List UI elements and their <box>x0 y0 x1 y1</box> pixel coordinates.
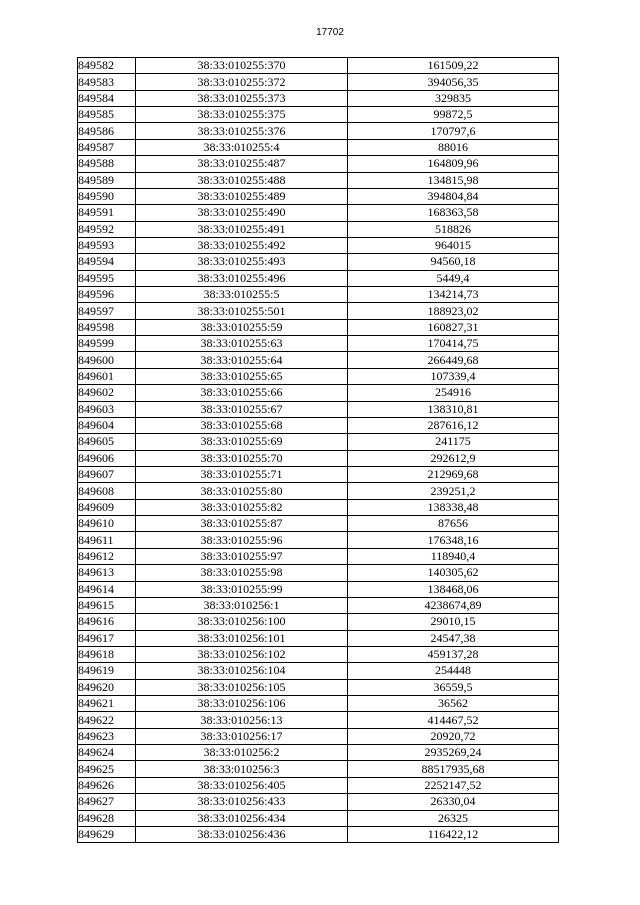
row-number-cell: 849588 <box>78 156 136 172</box>
cadastral-value-cell: 20920,72 <box>348 728 559 744</box>
row-number-cell: 849582 <box>78 58 136 74</box>
cadastral-number-cell: 38:33:010255:501 <box>136 303 348 319</box>
cadastral-number-cell: 38:33:010255:68 <box>136 417 348 433</box>
row-number-cell: 849608 <box>78 483 136 499</box>
cadastral-number-cell: 38:33:010256:13 <box>136 712 348 728</box>
table-row <box>78 696 559 712</box>
table-row <box>78 221 559 237</box>
table-row <box>78 532 559 548</box>
page-number: 17702 <box>316 27 344 38</box>
row-number-cell: 849629 <box>78 826 136 842</box>
cadastral-value-cell: 170797,6 <box>348 123 559 139</box>
cadastral-number-cell: 38:33:010255:487 <box>136 156 348 172</box>
row-number-cell: 849596 <box>78 287 136 303</box>
cadastral-value-cell: 2935269,24 <box>348 745 559 761</box>
cadastral-value-cell: 118940,4 <box>348 548 559 564</box>
cadastral-number-cell: 38:33:010256:106 <box>136 696 348 712</box>
cadastral-value-cell: 168363,58 <box>348 205 559 221</box>
cadastral-number-cell: 38:33:010255:59 <box>136 319 348 335</box>
row-number-cell: 849594 <box>78 254 136 270</box>
cadastral-value-cell: 329835 <box>348 90 559 106</box>
row-number-cell: 849592 <box>78 221 136 237</box>
table-row <box>78 630 559 646</box>
cadastral-value-cell: 107339,4 <box>348 368 559 384</box>
row-number-cell: 849590 <box>78 188 136 204</box>
table-row <box>78 565 559 581</box>
row-number-cell: 849627 <box>78 794 136 810</box>
row-number-cell: 849598 <box>78 319 136 335</box>
table-row <box>78 123 559 139</box>
cadastral-number-cell: 38:33:010256:105 <box>136 679 348 695</box>
table-row <box>78 646 559 662</box>
table-row <box>78 58 559 74</box>
row-number-cell: 849585 <box>78 107 136 123</box>
cadastral-value-cell: 36562 <box>348 696 559 712</box>
cadastral-value-cell: 88016 <box>348 139 559 155</box>
row-number-cell: 849623 <box>78 728 136 744</box>
cadastral-value-cell: 414467,52 <box>348 712 559 728</box>
row-number-cell: 849605 <box>78 434 136 450</box>
table-row <box>78 581 559 597</box>
table-row <box>78 90 559 106</box>
row-number-cell: 849591 <box>78 205 136 221</box>
row-number-cell: 849624 <box>78 745 136 761</box>
cadastral-number-cell: 38:33:010255:97 <box>136 548 348 564</box>
row-number-cell: 849583 <box>78 74 136 90</box>
table-row <box>78 74 559 90</box>
table-row <box>78 188 559 204</box>
cadastral-value-cell: 254916 <box>348 385 559 401</box>
cadastral-value-cell: 2252147,52 <box>348 777 559 793</box>
cadastral-number-cell: 38:33:010256:100 <box>136 614 348 630</box>
table-row <box>78 483 559 499</box>
row-number-cell: 849595 <box>78 270 136 286</box>
row-number-cell: 849586 <box>78 123 136 139</box>
cadastral-number-cell: 38:33:010255:491 <box>136 221 348 237</box>
table-row <box>78 172 559 188</box>
table-row <box>78 794 559 810</box>
table-row <box>78 826 559 842</box>
cadastral-value-cell: 292612,9 <box>348 450 559 466</box>
cadastral-number-cell: 38:33:010256:436 <box>136 826 348 842</box>
table-row <box>78 516 559 532</box>
row-number-cell: 849617 <box>78 630 136 646</box>
table-row <box>78 385 559 401</box>
row-number-cell: 849589 <box>78 172 136 188</box>
row-number-cell: 849603 <box>78 401 136 417</box>
table-row <box>78 450 559 466</box>
table-row <box>78 139 559 155</box>
cadastral-value-cell: 29010,15 <box>348 614 559 630</box>
cadastral-number-cell: 38:33:010255:67 <box>136 401 348 417</box>
table-row <box>78 761 559 777</box>
table-row <box>78 319 559 335</box>
table-row <box>78 287 559 303</box>
table-row <box>78 205 559 221</box>
row-number-cell: 849619 <box>78 663 136 679</box>
table-row <box>78 679 559 695</box>
table-row <box>78 401 559 417</box>
row-number-cell: 849622 <box>78 712 136 728</box>
cadastral-value-cell: 161509,22 <box>348 58 559 74</box>
cadastral-number-cell: 38:33:010255:65 <box>136 368 348 384</box>
table-row <box>78 810 559 826</box>
row-number-cell: 849621 <box>78 696 136 712</box>
row-number-cell: 849612 <box>78 548 136 564</box>
row-number-cell: 849611 <box>78 532 136 548</box>
cadastral-number-cell: 38:33:010255:373 <box>136 90 348 106</box>
cadastral-value-cell: 518826 <box>348 221 559 237</box>
row-number-cell: 849587 <box>78 139 136 155</box>
cadastral-value-cell: 26330,04 <box>348 794 559 810</box>
cadastral-number-cell: 38:33:010256:104 <box>136 663 348 679</box>
row-number-cell: 849625 <box>78 761 136 777</box>
cadastral-number-cell: 38:33:010255:80 <box>136 483 348 499</box>
cadastral-value-cell: 394804,84 <box>348 188 559 204</box>
cadastral-number-cell: 38:33:010255:496 <box>136 270 348 286</box>
cadastral-number-cell: 38:33:010255:87 <box>136 516 348 532</box>
cadastral-value-cell: 138310,81 <box>348 401 559 417</box>
cadastral-number-cell: 38:33:010255:376 <box>136 123 348 139</box>
table-row <box>78 728 559 744</box>
table-row <box>78 270 559 286</box>
cadastral-value-cell: 160827,31 <box>348 319 559 335</box>
table-body <box>78 58 559 843</box>
cadastral-number-cell: 38:33:010255:488 <box>136 172 348 188</box>
row-number-cell: 849600 <box>78 352 136 368</box>
row-number-cell: 849584 <box>78 90 136 106</box>
cadastral-value-cell: 239251,2 <box>348 483 559 499</box>
cadastral-value-cell: 212969,68 <box>348 466 559 482</box>
table-row <box>78 597 559 613</box>
cadastral-number-cell: 38:33:010255:489 <box>136 188 348 204</box>
table-row <box>78 777 559 793</box>
row-number-cell: 849593 <box>78 237 136 253</box>
cadastral-number-cell: 38:33:010256:1 <box>136 597 348 613</box>
row-number-cell: 849614 <box>78 581 136 597</box>
cadastral-value-cell: 26325 <box>348 810 559 826</box>
table-row <box>78 712 559 728</box>
cadastral-value-cell: 287616,12 <box>348 417 559 433</box>
table-row <box>78 368 559 384</box>
cadastral-number-cell: 38:33:010255:4 <box>136 139 348 155</box>
cadastral-value-cell: 24547,38 <box>348 630 559 646</box>
table-row <box>78 336 559 352</box>
cadastral-value-cell: 188923,02 <box>348 303 559 319</box>
cadastral-number-cell: 38:33:010255:99 <box>136 581 348 597</box>
row-number-cell: 849609 <box>78 499 136 515</box>
cadastral-number-cell: 38:33:010255:492 <box>136 237 348 253</box>
cadastral-number-cell: 38:33:010256:405 <box>136 777 348 793</box>
row-number-cell: 849618 <box>78 646 136 662</box>
row-number-cell: 849599 <box>78 336 136 352</box>
cadastral-number-cell: 38:33:010256:3 <box>136 761 348 777</box>
cadastral-value-cell: 138338,48 <box>348 499 559 515</box>
cadastral-number-cell: 38:33:010256:434 <box>136 810 348 826</box>
row-number-cell: 849628 <box>78 810 136 826</box>
row-number-cell: 849615 <box>78 597 136 613</box>
cadastral-number-cell: 38:33:010255:372 <box>136 74 348 90</box>
table-row <box>78 352 559 368</box>
cadastral-value-cell: 170414,75 <box>348 336 559 352</box>
table-row <box>78 548 559 564</box>
cadastral-number-cell: 38:33:010255:64 <box>136 352 348 368</box>
cadastral-value-cell: 4238674,89 <box>348 597 559 613</box>
row-number-cell: 849613 <box>78 565 136 581</box>
table-row <box>78 614 559 630</box>
cadastral-number-cell: 38:33:010255:370 <box>136 58 348 74</box>
cadastral-number-cell: 38:33:010256:102 <box>136 646 348 662</box>
table-row <box>78 663 559 679</box>
cadastral-value-cell: 459137,28 <box>348 646 559 662</box>
cadastral-value-cell: 138468,06 <box>348 581 559 597</box>
cadastral-value-cell: 254448 <box>348 663 559 679</box>
cadastral-number-cell: 38:33:010255:5 <box>136 287 348 303</box>
cadastral-number-cell: 38:33:010255:69 <box>136 434 348 450</box>
cadastral-value-cell: 87656 <box>348 516 559 532</box>
cadastral-number-cell: 38:33:010256:2 <box>136 745 348 761</box>
cadastral-number-cell: 38:33:010255:82 <box>136 499 348 515</box>
cadastral-value-cell: 176348,16 <box>348 532 559 548</box>
cadastral-value-cell: 99872,5 <box>348 107 559 123</box>
cadastral-value-cell: 266449,68 <box>348 352 559 368</box>
cadastral-value-cell: 241175 <box>348 434 559 450</box>
row-number-cell: 849602 <box>78 385 136 401</box>
cadastral-number-cell: 38:33:010255:70 <box>136 450 348 466</box>
row-number-cell: 849604 <box>78 417 136 433</box>
table-row <box>78 303 559 319</box>
table-row <box>78 107 559 123</box>
row-number-cell: 849620 <box>78 679 136 695</box>
cadastral-value-cell: 36559,5 <box>348 679 559 695</box>
table-row <box>78 254 559 270</box>
cadastral-number-cell: 38:33:010256:433 <box>136 794 348 810</box>
cadastral-number-cell: 38:33:010255:96 <box>136 532 348 548</box>
table-row <box>78 745 559 761</box>
cadastral-number-cell: 38:33:010255:493 <box>136 254 348 270</box>
row-number-cell: 849597 <box>78 303 136 319</box>
cadastral-value-cell: 88517935,68 <box>348 761 559 777</box>
row-number-cell: 849606 <box>78 450 136 466</box>
cadastral-number-cell: 38:33:010255:63 <box>136 336 348 352</box>
cadastral-number-cell: 38:33:010255:98 <box>136 565 348 581</box>
cadastral-number-cell: 38:33:010255:71 <box>136 466 348 482</box>
row-number-cell: 849626 <box>78 777 136 793</box>
row-number-cell: 849607 <box>78 466 136 482</box>
cadastral-value-cell: 134815,98 <box>348 172 559 188</box>
cadastral-value-cell: 94560,18 <box>348 254 559 270</box>
table-row <box>78 417 559 433</box>
table-row <box>78 237 559 253</box>
cadastral-number-cell: 38:33:010255:375 <box>136 107 348 123</box>
cadastral-value-cell: 116422,12 <box>348 826 559 842</box>
cadastral-number-cell: 38:33:010255:490 <box>136 205 348 221</box>
cadastral-number-cell: 38:33:010256:101 <box>136 630 348 646</box>
cadastral-value-cell: 964015 <box>348 237 559 253</box>
table-row <box>78 156 559 172</box>
row-number-cell: 849610 <box>78 516 136 532</box>
cadastral-number-cell: 38:33:010255:66 <box>136 385 348 401</box>
table-row <box>78 499 559 515</box>
cadastral-number-cell: 38:33:010256:17 <box>136 728 348 744</box>
cadastral-value-cell: 134214,73 <box>348 287 559 303</box>
table-row <box>78 434 559 450</box>
cadastral-value-cell: 394056,35 <box>348 74 559 90</box>
table-row <box>78 466 559 482</box>
row-number-cell: 849601 <box>78 368 136 384</box>
cadastral-value-table <box>77 57 559 843</box>
cadastral-value-cell: 164809,96 <box>348 156 559 172</box>
cadastral-value-cell: 5449,4 <box>348 270 559 286</box>
cadastral-value-cell: 140305,62 <box>348 565 559 581</box>
row-number-cell: 849616 <box>78 614 136 630</box>
